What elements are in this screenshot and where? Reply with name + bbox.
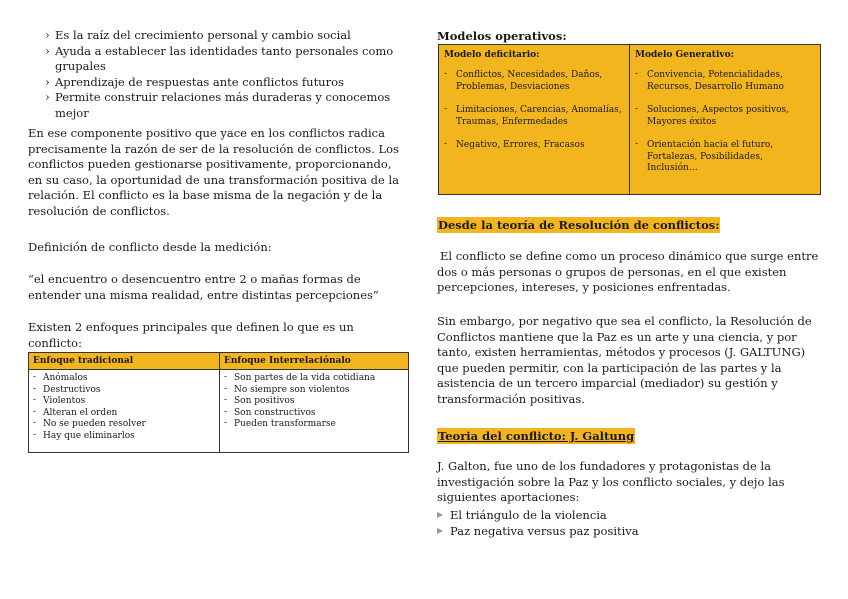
list-item: - Alteran el orden: [33, 408, 215, 420]
approaches-col2-header: Enfoque Interrelaciónalo: [220, 353, 409, 370]
list-item: - Hay que eliminarlos: [33, 431, 215, 443]
list-item: › Ayuda a establecer las identidades tanto personales como grupales: [43, 44, 413, 75]
list-item: - Anómalos: [33, 373, 215, 385]
positive-component-paragraph: En ese componente positivo que yace en los conflictos radica precisamente la razón de ser de la resolución de conflictos. Los conflictos pueden gestionarse positivamente, proporcionando, en su caso, la oportunidad de una transformación positiva de la relación. El conflicto es la base misma de la negación y de la resolución de conflictos.: [28, 126, 400, 218]
models-table: [438, 44, 821, 195]
models-col2-cell: [630, 64, 821, 195]
list-item: - Son positivos: [224, 396, 404, 408]
approaches-col1-header: Enfoque tradicional: [29, 353, 220, 370]
list-item: - Violentos: [33, 396, 215, 408]
galtung-heading: Teoria del conflicto: J. Galtung: [438, 429, 635, 443]
list-item: - Conflictos, Necesidades, Daños, Problemas, Desviaciones: [444, 70, 624, 93]
models-col2-header: Modelo Generativo:: [630, 45, 821, 65]
approaches-col1-cell: [29, 370, 220, 453]
list-item: - Son partes de la vida cotidiana: [224, 373, 404, 385]
list-item: › Permite construir relaciones más duraderas y conocemos mejor: [43, 90, 413, 121]
list-item: - Soluciones, Aspectos positivos, Mayores éxitos: [635, 105, 815, 128]
resolution-heading: Desde la teoría de Resolución de conflictos:: [438, 218, 720, 232]
list-item: - Limitaciones, Carencias, Anomalías, Traumas, Enfermedades: [444, 105, 624, 128]
models-title: Modelos operativos:: [437, 29, 567, 43]
list-item: ▶ Paz negativa versus paz positiva: [437, 523, 821, 539]
list-item: - Orientación hacia el futuro, Fortalezas, Posibilidades, Inclusión…: [635, 140, 815, 175]
definition-label: Definición de conflicto desde la medición:: [28, 240, 272, 254]
resolution-paragraph-2: Sin embargo, por negativo que sea el conflicto, la Resolución de Conflictos mantiene que la Paz es un arte y una ciencia, y por tanto, existen herramientas, métodos y procesos (J. GALTUNG) que pueden permitir, con la participación de las partes y la asistencia de un tercero imparcial (mediador) su gestión y transformación positivas.: [437, 314, 812, 406]
benefits-list: [43, 28, 413, 121]
list-item: ▶ El triángulo de la violencia: [437, 507, 821, 523]
approaches-table: [28, 352, 409, 453]
list-item: › Es la raíz del crecimiento personal y cambio social: [43, 28, 413, 44]
list-item: - No se pueden resolver: [33, 419, 215, 431]
contributions-list: [437, 507, 821, 539]
definition-quote: “el encuentro o desencuentro entre 2 o mañas formas de entender una misma realidad, entre distintas percepciones”: [28, 272, 379, 302]
list-item: - Destructivos: [33, 385, 215, 397]
list-item: - Son constructivos: [224, 408, 404, 420]
list-item: - Convivencia, Potencialidades, Recursos, Desarrollo Humano: [635, 70, 815, 93]
list-item: › Aprendizaje de respuestas ante conflictos futuros: [43, 75, 413, 91]
models-col1-header: Modelo deficitario:: [439, 45, 630, 65]
models-col1-cell: [439, 64, 630, 195]
approaches-intro: Existen 2 enfoques principales que definen lo que es un conflicto:: [28, 320, 354, 350]
list-item: - Negativo, Errores, Fracasos: [444, 140, 624, 152]
galtung-paragraph: J. Galton, fue uno de los fundadores y protagonistas de la investigación sobre la Paz y los conflicto sociales, y dejo las siguientes aportaciones:: [437, 459, 785, 504]
list-item: - No siempre son violentos: [224, 385, 404, 397]
resolution-paragraph-1: El conflicto se define como un proceso dinámico que surge entre dos o más personas o grupos de personas, en el que existen percepciones, intereses, y posiciones enfrentadas.: [437, 249, 819, 294]
list-item: - Pueden transformarse: [224, 419, 404, 431]
approaches-col2-cell: [220, 370, 409, 453]
